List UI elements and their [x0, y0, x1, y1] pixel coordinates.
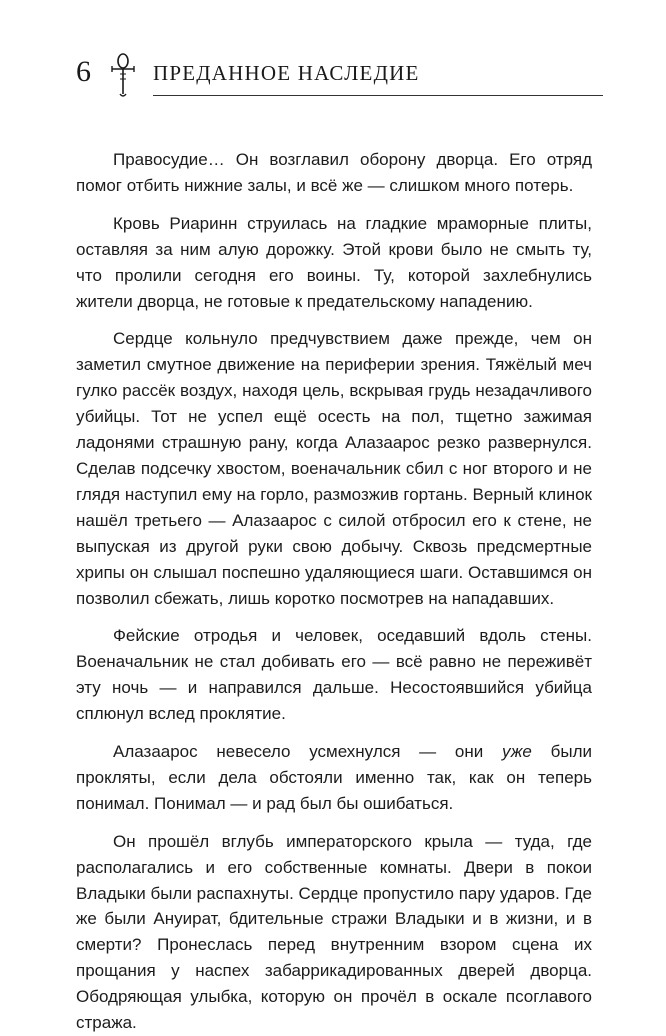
paragraph-text: Алазаарос невесело усмехнулся — они [113, 742, 503, 762]
paragraph: Кровь Риаринн струилась на гладкие мраморные плиты, оставляя за ним алую дорожку. Этой крови было не смыть ту, что пролили сегодня его воины. Ту, которой захлебнулись жители дворца, не готовые к предательскому нападению. [76, 213, 592, 311]
body-text [76, 147, 592, 1036]
page-header [76, 50, 604, 106]
paragraph: Он прошёл вглубь императорского крыла — туда, где располагались и его собственные комнаты. Двери в покои Владыки были распахнуты. Сердце пропустило пару ударов. Где же были Ануират, бдительные стражи Владыки и в жизни, и в смерти? Пронеслась перед внутренним взором сцена их прощания у наспех забаррикадированных дверей дворца. Ободряющая улыбка, которую он прочёл в оскале псоглавого стража. [76, 831, 592, 1033]
paragraph: Правосудие… Он возглавил оборону дворца. Его отряд помог отбить нижние залы, и всё же — слишком много потерь. [76, 150, 592, 195]
paragraph: Фейские отродья и человек, оседавший вдоль стены. Военачальник не стал добивать его — всё равно не переживёт эту ночь — и направился дальше. Несостоявшийся убийца сплюнул вслед проклятие. [76, 626, 592, 724]
header-rule [153, 95, 603, 96]
ankh-icon [110, 52, 136, 98]
emphasized-word: уже [502, 742, 532, 762]
page-number: 6 [76, 55, 91, 88]
running-title: ПРЕДАННОЕ НАСЛЕДИЕ [153, 61, 420, 85]
paragraph-text: были прокляты, если дела обстояли именно так, как он теперь понимал. Понимал — и рад был бы ошибаться. [76, 742, 592, 813]
paragraph [76, 739, 592, 817]
paragraph: Сердце кольнуло предчувствием даже прежде, чем он заметил смутное движение на периферии зрения. Тяжёлый меч гулко рассёк воздух, находя цель, вскрывая грудь незадачливого убийцы. Тот не успел ещё осесть на пол, тщетно зажимая ладонями страшную рану, когда Алазаарос резко развернулся. Сделав подсечку хвостом, военачальник сбил с ног второго и не глядя наступил ему на горло, размозжив гортань. Верный клинок нашёл третьего — Алазаарос с силой отбросил его к стене, не выпуская из другой руки свою добычу. Сквозь предсмертные хрипы он слышал поспешно удаляющиеся шаги. Оставшимся он позволил сбежать, лишь коротко посмотрев на нападавших. [76, 329, 592, 608]
